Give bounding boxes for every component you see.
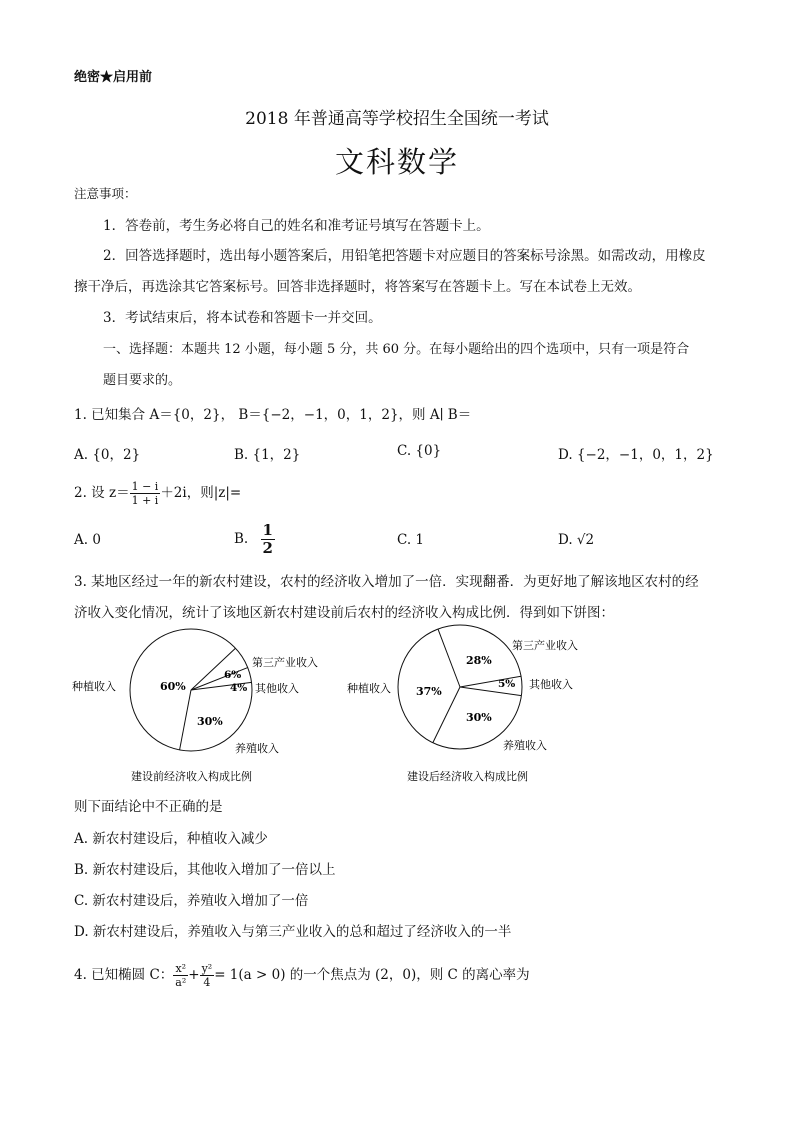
pie-after-label-breeding-pct: 30% [466,711,492,724]
q2-fraction [130,480,161,507]
q4-frac1-den: a² [175,976,187,989]
pie-after-title: 建设后经济收入构成比例 [407,770,528,783]
q3-question: 则下面结论中不正确的是 [74,799,223,815]
note-2b: 擦干净后，再选涂其它答案标号。回答非选择题时，将答案写在答题卡上。写在本试卷上无效。 [74,279,641,295]
note-1: 1．答卷前，考生务必将自己的姓名和准考证号填写在答题卡上。 [103,218,490,234]
section-heading: 一、选择题：本题共 12 小题，每小题 5 分，共 60 分。在每小题给出的四个选项中，只有一项是符合 [103,342,690,357]
q3-stem-1: 3. 某地区经过一年的新农村建设，农村的经济收入增加了一倍．实现翻番．为更好地了解该地区农村的经 [74,574,699,590]
q3-option-a: A. 新农村建设后，种植收入减少 [74,831,268,847]
pie-before-label-planting-pct: 60% [160,680,186,693]
pie-before-label-tertiary-pct: 6% [224,669,242,681]
q2-frac-den: 1 + i [131,494,159,507]
q3-option-b: B. 新农村建设后，其他收入增加了一倍以上 [74,862,336,878]
q1-option-d: D. {−2，−1，0，1，2} [558,447,714,463]
q4-fraction-2 [200,962,215,989]
pie-before-cat-tertiary: 第三产业收入 [252,656,318,669]
q4-frac1-num: x² [173,962,188,976]
q2-option-b-label: B. [234,531,249,547]
pie-after-cat-breeding: 养殖收入 [503,739,547,752]
pie-after-label-planting-pct: 37% [416,685,442,698]
q4-suffix: = 1(a > 0) 的一个焦点为 (2，0)，则 C 的离心率为 [214,967,530,983]
pie-before-title: 建设前经济收入构成比例 [131,770,252,783]
pie-after-slice-boundary-3 [438,629,460,687]
pie-before-slice-boundary-2 [180,690,191,750]
q4-plus: + [188,967,200,983]
q2-frac-num: 1 − i [131,480,159,493]
q4-prefix: 4. 已知椭圆 C： [74,967,174,983]
q4-frac2-num: y² [201,962,213,975]
pie-before-label-breeding-pct: 30% [197,715,223,728]
pie-before-cat-planting: 种植收入 [72,680,116,693]
q1-option-b: B. {1，2} [234,447,301,463]
q4-stem [74,962,530,989]
q4-frac2-den: 4 [203,976,211,989]
pie-after-cat-planting: 种植收入 [347,682,391,695]
pie-after-label-tertiary-pct: 28% [466,654,492,667]
q2-stem [74,480,241,507]
q2-suffix: ＋2i，则|z|= [160,485,242,501]
q4-fraction-1 [173,962,188,989]
q2-option-d: D. √2 [558,532,595,548]
q2-prefix: 2. 设 z＝ [74,485,130,501]
q2-b-den: 2 [262,539,273,557]
note-2a: 2．回答选择题时，选出每小题答案后，用铅笔把答题卡对应题目的答案标号涂黑。如需改动，用橡皮 [103,248,706,264]
q3-option-d: D. 新农村建设后，养殖收入与第三产业收入的总和超过了经济收入的一半 [74,924,512,940]
exam-title: 2018 年普通高等学校招生全国统一考试 [245,109,549,129]
pie-charts [0,620,794,790]
pie-before-cat-other: 其他收入 [255,682,299,695]
section-heading-2: 题目要求的。 [103,373,182,388]
pie-after-cat-other: 其他收入 [529,678,573,691]
q2-option-b [234,522,275,557]
secret-mark: 绝密★启用前 [74,70,153,85]
subject-title: 文科数学 [334,145,459,179]
pie-before-label-other-pct: 4% [230,682,248,694]
q1-option-c: C. {0} [397,443,442,459]
note-3: 3．考试结束后，将本试卷和答题卡一并交回。 [103,310,382,326]
pie-chart-before [72,629,318,783]
notes-heading: 注意事项： [74,186,137,201]
pie-after-cat-tertiary: 第三产业收入 [512,639,578,652]
pie-before-cat-breeding: 养殖收入 [235,742,279,755]
q2-option-a: A. 0 [74,532,101,548]
pie-chart-after [347,625,578,783]
q3-stem-2: 济收入变化情况，统计了该地区新农村建设前后农村的经济收入构成比例．得到如下饼图： [74,605,614,621]
q1-stem: 1. 已知集合 A＝{0，2}， B＝{−2，−1，0，1，2}，则 A∣ B＝ [74,407,472,423]
q2-option-b-fraction [261,522,275,557]
q1-option-a: A. {0，2} [74,447,141,463]
pie-after-label-other-pct: 5% [498,678,516,690]
q2-option-c: C. 1 [397,532,425,548]
q2-b-num: 1 [262,521,273,539]
q3-option-c: C. 新农村建设后，养殖收入增加了一倍 [74,893,309,909]
